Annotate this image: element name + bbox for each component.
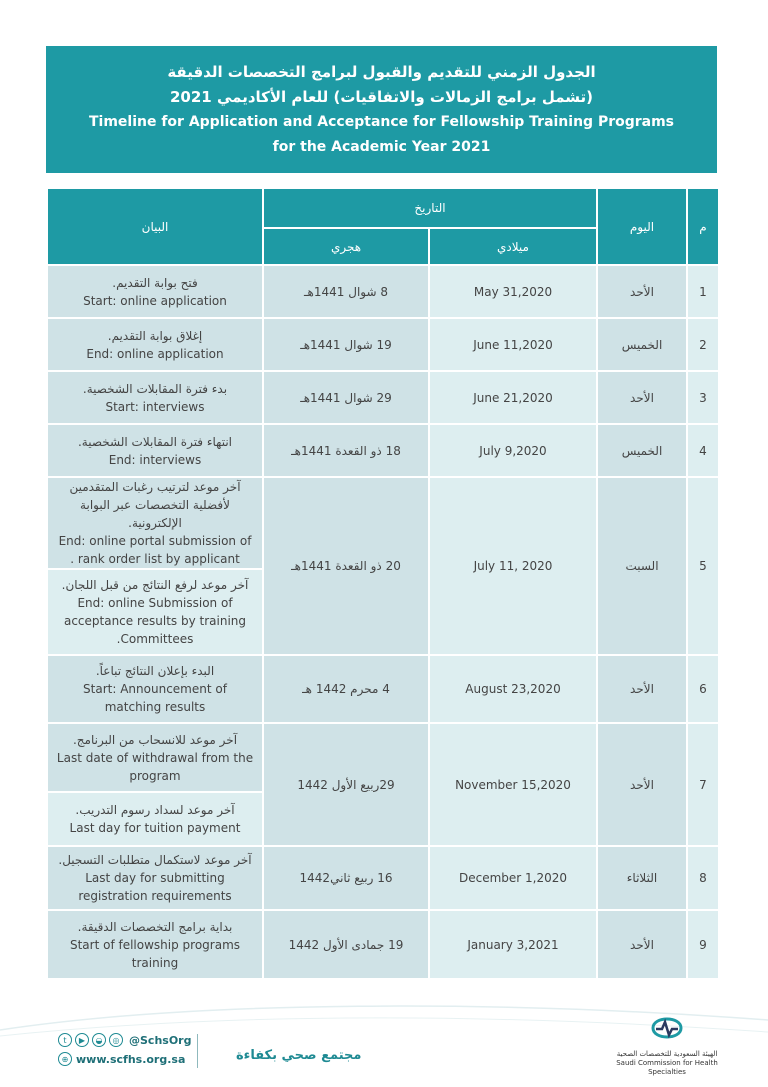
row-hijri-date: 29ربيع الأول 1442	[263, 723, 429, 846]
row-number: 5	[687, 477, 719, 655]
desc-cell	[47, 318, 263, 371]
website-text[interactable]: www.scfhs.org.sa	[76, 1052, 186, 1066]
desc-en: End: online application	[86, 346, 224, 361]
row-gregorian-date: June 21,2020	[429, 371, 597, 424]
snapchat-icon[interactable]: ◒	[92, 1033, 106, 1047]
instagram-icon[interactable]: ◎	[109, 1033, 123, 1047]
col-header-desc: البيان	[47, 188, 263, 265]
col-header-date: التاريخ	[263, 188, 597, 228]
youtube-icon[interactable]: ▶	[75, 1033, 89, 1047]
row-day: الأحد	[597, 655, 687, 723]
social-handle[interactable]: @SchsOrg	[129, 1033, 192, 1047]
row-day: الخميس	[597, 424, 687, 477]
website-link[interactable]	[58, 1052, 185, 1066]
title-en-line1: Timeline for Application and Acceptance for Fellowship Training Programs	[88, 113, 675, 130]
col-header-num: م	[687, 188, 719, 265]
table-row	[47, 265, 719, 318]
row-day: الخميس	[597, 318, 687, 371]
desc-ar: فتح بوابة التقديم.	[112, 275, 198, 290]
row-number: 9	[687, 910, 719, 979]
desc-en: Last day for submitting registration requirements	[78, 871, 232, 903]
desc-ar: البدء بإعلان النتائج تباعاً.	[95, 664, 215, 678]
desc-cell	[47, 655, 263, 723]
desc-en: Last day for tuition payment	[69, 821, 241, 835]
row-hijri-date: 18 ذو القعدة 1441هـ	[263, 424, 429, 477]
twitter-icon[interactable]: t	[58, 1033, 72, 1047]
desc-cell	[47, 723, 263, 792]
table-row	[47, 723, 719, 792]
col-header-gregorian: ميلادي	[429, 228, 597, 265]
desc-ar: آخر موعد لرفع النتائج من قبل اللجان.	[61, 578, 249, 592]
desc-en: Start: Announcement of matching results	[83, 682, 227, 714]
desc-cell	[47, 792, 263, 846]
table-row	[47, 424, 719, 477]
desc-ar: آخر موعد لسداد رسوم التدريب.	[75, 803, 235, 817]
table-row	[47, 477, 719, 569]
desc-ar: آخر موعد لترتيب رغبات المتقدمين لأفضلية التخصصات عبر البوابة الإلكترونية.	[69, 480, 241, 530]
row-gregorian-date: June 11,2020	[429, 318, 597, 371]
globe-icon: ⊕	[58, 1052, 72, 1066]
row-number: 6	[687, 655, 719, 723]
table-row	[47, 846, 719, 910]
row-gregorian-date: May 31,2020	[429, 265, 597, 318]
desc-cell	[47, 265, 263, 318]
table-row	[47, 910, 719, 979]
slogan: مجتمع صحي بكفاءة	[236, 1048, 362, 1063]
table-row	[47, 371, 719, 424]
footer-divider	[197, 1034, 198, 1068]
org-name-ar: الهيئة السعودية للتخصصات الصحية	[616, 1050, 718, 1058]
row-gregorian-date: November 15,2020	[429, 723, 597, 846]
col-header-hijri: هجري	[263, 228, 429, 265]
row-hijri-date: 16 ربيع ثاني1442	[263, 846, 429, 910]
row-day: الأحد	[597, 371, 687, 424]
row-hijri-date: 4 محرم 1442 هـ	[263, 655, 429, 723]
desc-cell	[47, 910, 263, 979]
row-hijri-date: 19 جمادى الأول 1442	[263, 910, 429, 979]
row-day: الأحد	[597, 910, 687, 979]
desc-cell	[47, 477, 263, 569]
title-en-line2: for the Academic Year 2021	[272, 138, 491, 155]
row-number: 7	[687, 723, 719, 846]
row-gregorian-date: December 1,2020	[429, 846, 597, 910]
desc-cell	[47, 569, 263, 655]
row-day: الأحد	[597, 723, 687, 846]
col-header-day: اليوم	[597, 188, 687, 265]
desc-ar: إغلاق بوابة التقديم.	[107, 328, 203, 343]
title-ar-line2: (تشمل برامج الزمالات والاتفاقيات) للعام الأكاديمي 2021	[169, 87, 594, 106]
table-row	[47, 655, 719, 723]
desc-en: End: online portal submission of rank order list by applicant .	[58, 534, 252, 566]
desc-cell	[47, 424, 263, 477]
row-number: 2	[687, 318, 719, 371]
desc-en: Start: interviews	[105, 399, 205, 414]
scfhs-logo-icon	[647, 1010, 687, 1046]
scfhs-logo	[612, 1010, 722, 1074]
title-ar-line1: الجدول الزمني للتقديم والقبول لبرامج التخصصات الدقيقة	[167, 62, 596, 81]
row-gregorian-date: August 23,2020	[429, 655, 597, 723]
desc-ar: آخر موعد للانسحاب من البرنامج.	[72, 732, 238, 747]
row-number: 8	[687, 846, 719, 910]
org-name-en: Saudi Commission for Health Specialties	[616, 1059, 718, 1076]
desc-ar: بدء فترة المقابلات الشخصية.	[82, 381, 228, 396]
row-day: الثلاثاء	[597, 846, 687, 910]
desc-ar: آخر موعد لاستكمال متطلبات التسجيل.	[58, 853, 252, 867]
row-hijri-date: 29 شوال 1441هـ	[263, 371, 429, 424]
desc-cell	[47, 371, 263, 424]
desc-en: Start: online application	[83, 293, 227, 308]
row-gregorian-date: July 11, 2020	[429, 477, 597, 655]
desc-ar: بداية برامج التخصصات الدقيقة.	[77, 919, 233, 934]
row-number: 1	[687, 265, 719, 318]
row-hijri-date: 19 شوال 1441هـ	[263, 318, 429, 371]
row-day: الأحد	[597, 265, 687, 318]
table-row	[47, 318, 719, 371]
row-hijri-date: 20 ذو القعدة 1441هـ	[263, 477, 429, 655]
row-number: 4	[687, 424, 719, 477]
timeline-table	[46, 187, 720, 980]
desc-en: End: interviews	[108, 452, 202, 467]
row-day: السبت	[597, 477, 687, 655]
desc-en: Start of fellowship programs training	[69, 937, 241, 970]
row-gregorian-date: January 3,2021	[429, 910, 597, 979]
row-number: 3	[687, 371, 719, 424]
row-gregorian-date: July 9,2020	[429, 424, 597, 477]
desc-en: Last date of withdrawal from the program	[56, 750, 254, 783]
row-hijri-date: 8 شوال 1441هـ	[263, 265, 429, 318]
desc-ar: انتهاء فترة المقابلات الشخصية.	[77, 434, 232, 449]
desc-en: End: online Submission of acceptance results by training Committees.	[63, 596, 247, 646]
social-links	[58, 1033, 191, 1047]
desc-cell	[47, 846, 263, 910]
title-banner	[46, 46, 717, 173]
